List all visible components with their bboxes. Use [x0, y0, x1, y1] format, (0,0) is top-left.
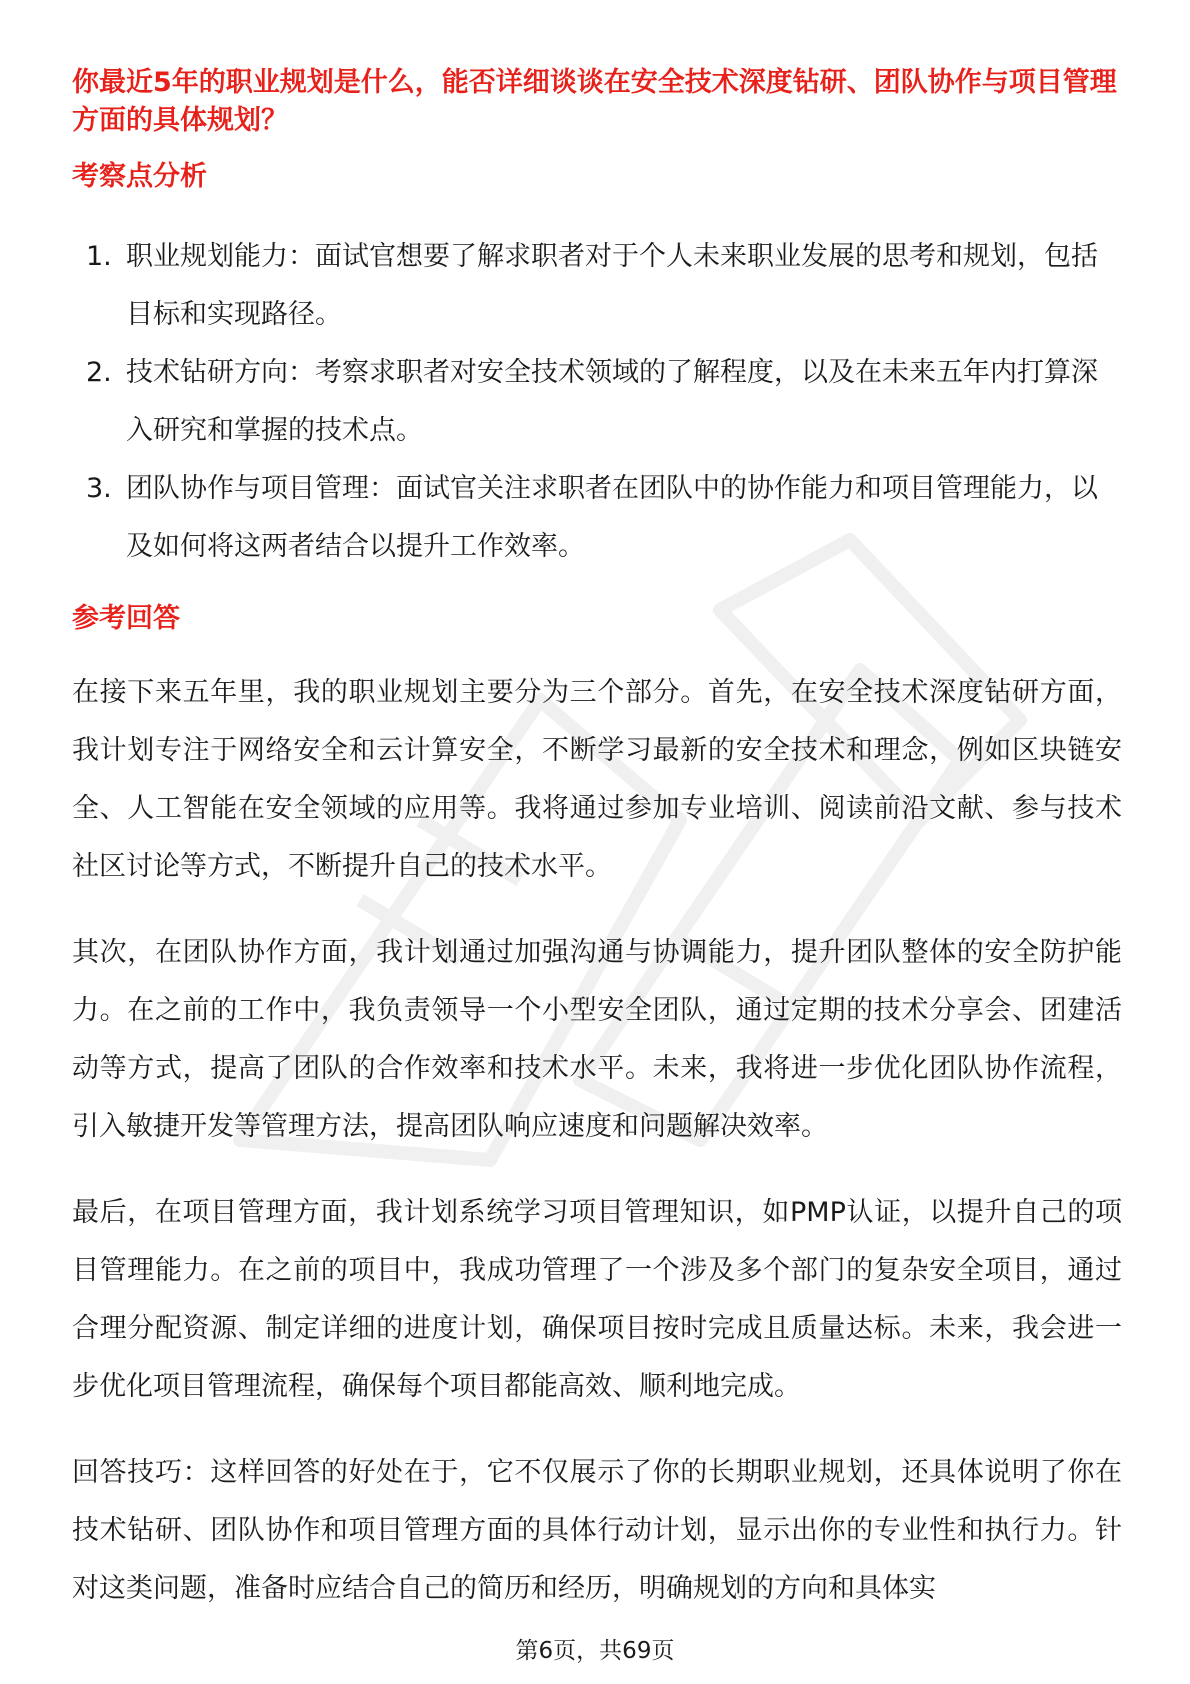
question-title: 你最近5年的职业规划是什么，能否详细谈谈在安全技术深度钻研、团队协作与项目管理方面的具体规划？	[72, 67, 1117, 136]
answer-paragraph-3: 最后，在项目管理方面，我计划系统学习项目管理知识，如PMP认证，以提升自己的项目管理能力。在之前的项目中，我成功管理了一个涉及多个部门的复杂安全项目，通过合理分配资源、制定详细的进度计划，确保项目按时完成且质量达标。未来，我会进一步优化项目管理流程，确保每个项目都能高效、顺利地完成。	[72, 1197, 1122, 1402]
list-item	[72, 344, 1122, 460]
answer-heading: 参考回答	[72, 603, 180, 634]
list-number: 3.	[86, 473, 112, 504]
list-item-text: 技术钻研方向：考察求职者对安全技术领域的了解程度，以及在未来五年内打算深入研究和掌握的技术点。	[126, 357, 1098, 446]
page-number: 第6页，共69页	[515, 1638, 675, 1664]
list-item-text: 团队协作与项目管理：面试官关注求职者在团队中的协作能力和项目管理能力，以及如何将这两者结合以提升工作效率。	[126, 473, 1098, 562]
answer-paragraph-2: 其次，在团队协作方面，我计划通过加强沟通与协调能力，提升团队整体的安全防护能力。在之前的工作中，我负责领导一个小型安全团队，通过定期的技术分享会、团建活动等方式，提高了团队的合作效率和技术水平。未来，我将进一步优化团队协作流程，引入敏捷开发等管理方法，提高团队响应速度和问题解决效率。	[72, 937, 1122, 1142]
list-item	[72, 460, 1122, 576]
analysis-heading: 考察点分析	[72, 161, 207, 192]
analysis-list	[72, 228, 1122, 576]
list-number: 2.	[86, 357, 112, 388]
answer-tips-paragraph: 回答技巧：这样回答的好处在于，它不仅展示了你的长期职业规划，还具体说明了你在技术钻研、团队协作和项目管理方面的具体行动计划，显示出你的专业性和执行力。针对这类问题，准备时应结合自己的简历和经历，明确规划的方向和具体实	[72, 1457, 1122, 1604]
answer-paragraph-1: 在接下来五年里，我的职业规划主要分为三个部分。首先，在安全技术深度钻研方面，我计划专注于网络安全和云计算安全，不断学习最新的安全技术和理念，例如区块链安全、人工智能在安全领域的应用等。我将通过参加专业培训、阅读前沿文献、参与技术社区讨论等方式，不断提升自己的技术水平。	[72, 677, 1122, 882]
list-item	[72, 228, 1122, 344]
list-number: 1.	[86, 241, 112, 272]
list-item-text: 职业规划能力：面试官想要了解求职者对于个人未来职业发展的思考和规划，包括目标和实现路径。	[126, 241, 1098, 330]
